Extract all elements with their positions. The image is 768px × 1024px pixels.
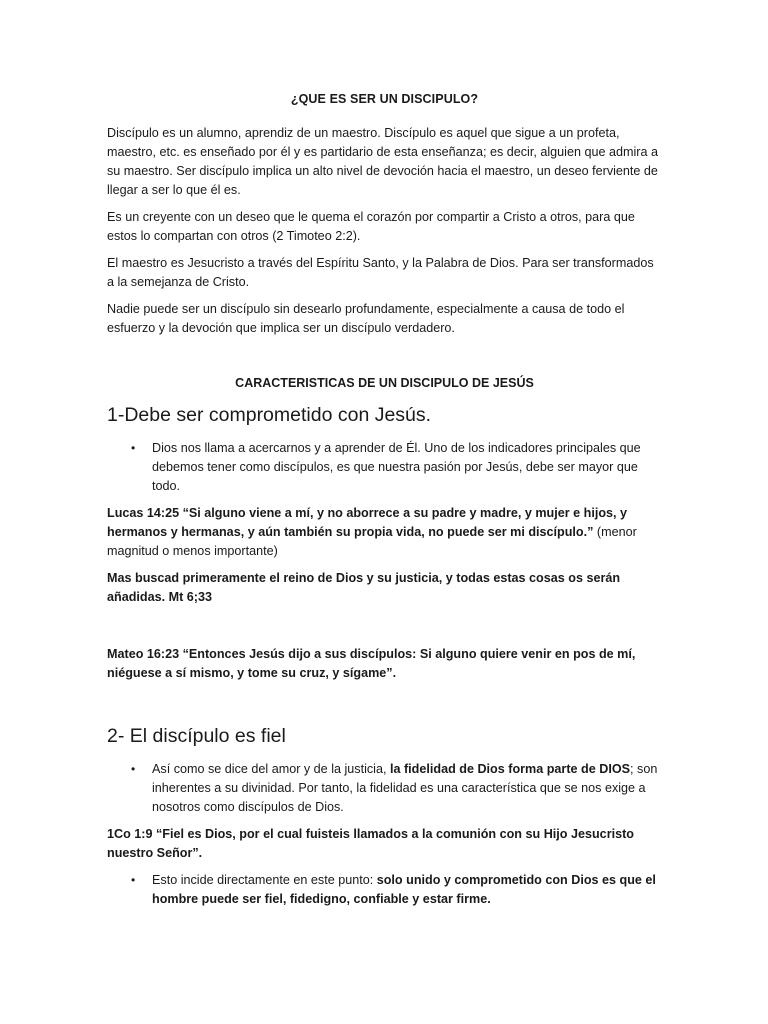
intro-paragraph-4: Nadie puede ser un discípulo sin desearlo profundamente, especialmente a causa de todo el esfuerzo y la devoción que implica ser un discípulo verdadero. bbox=[107, 302, 625, 335]
bullet-icon: • bbox=[131, 762, 136, 776]
document-title: ¿QUE ES SER UN DISCIPULO? bbox=[290, 92, 479, 106]
intro-paragraph-3: El maestro es Jesucristo a través del Espíritu Santo, y la Palabra de Dios. Para ser transformados a la semejanza de Cristo. bbox=[107, 256, 654, 289]
section2-heading: 2- El discípulo es fiel bbox=[107, 725, 286, 747]
document-content bbox=[107, 92, 662, 917]
list-item bbox=[107, 439, 662, 496]
section2-bullet2-pre: Esto incide directamente en este punto: bbox=[152, 873, 377, 887]
section2-bullet2-bold: solo unido y comprometido con Dios es que el hombre puede ser fiel, fidedigno, confiable y estar firme. bbox=[152, 873, 656, 906]
section-title: CARACTERISTICAS DE UN DISCIPULO DE JESÚS bbox=[235, 376, 534, 390]
section2-bullet1-pre: Así como se dice del amor y de la justicia, bbox=[152, 762, 390, 776]
verse-lucas-text: Lucas 14:25 “Si alguno viene a mí, y no aborrece a su padre y madre, y mujer e hijos, y hermanos y hermanas, y aún también su propia vida, no puede ser mi discípulo.” bbox=[107, 506, 628, 539]
section1-bullet-text: Dios nos llama a acercarnos y a aprender de Él. Uno de los indicadores principales que debemos tener como discípulos, es que nuestra pasión por Jesús, debe ser mayor que todo. bbox=[152, 441, 641, 493]
intro-paragraph-1: Discípulo es un alumno, aprendiz de un maestro. Discípulo es aquel que sigue a un profeta, maestro, etc. es enseñado por él y es partidario de esta enseñanza; es decir, alguien que admira a su maestro. Ser discípulo implica un alto nivel de devoción hacia el maestro, un deseo ferviente de llegar a ser lo que él es. bbox=[107, 126, 658, 197]
section2-bullet1-post: ; son inherentes a su divinidad. Por tanto, la fidelidad es una característica que se nos exige a nosotros como discípulos de Dios. bbox=[152, 762, 658, 814]
section2-bullet-list bbox=[107, 760, 662, 817]
verse-lucas-14-25 bbox=[107, 504, 662, 561]
verse-mateo-16-23: Mateo 16:23 “Entonces Jesús dijo a sus discípulos: Si alguno quiere venir en pos de mí, niéguese a sí mismo, y tome su cruz, y sígame”. bbox=[107, 647, 636, 680]
section2-bullet-list-2 bbox=[107, 871, 662, 909]
verse-mateo-6-33: Mas buscad primeramente el reino de Dios y su justicia, y todas estas cosas os serán añadidas. Mt 6;33 bbox=[107, 571, 621, 604]
list-item bbox=[107, 871, 662, 909]
spacer bbox=[107, 691, 662, 725]
bullet-icon: • bbox=[131, 441, 136, 455]
spacer bbox=[107, 615, 662, 645]
section1-heading: 1-Debe ser comprometido con Jesús. bbox=[107, 404, 432, 426]
bullet-icon: • bbox=[131, 873, 136, 887]
list-item bbox=[107, 760, 662, 817]
section1-bullet-list bbox=[107, 439, 662, 496]
section2-bullet1-bold: la fidelidad de Dios forma parte de DIOS bbox=[389, 762, 631, 776]
verse-lucas-note: (menor magnitud o menos importante) bbox=[107, 525, 637, 558]
verse-1co-1-9: 1Co 1:9 “Fiel es Dios, por el cual fuisteis llamados a la comunión con su Hijo Jesucristo nuestro Señor”. bbox=[107, 827, 634, 860]
intro-paragraph-2: Es un creyente con un deseo que le quema el corazón por compartir a Cristo a otros, para que estos lo compartan con otros (2 Timoteo 2:2). bbox=[107, 210, 635, 243]
